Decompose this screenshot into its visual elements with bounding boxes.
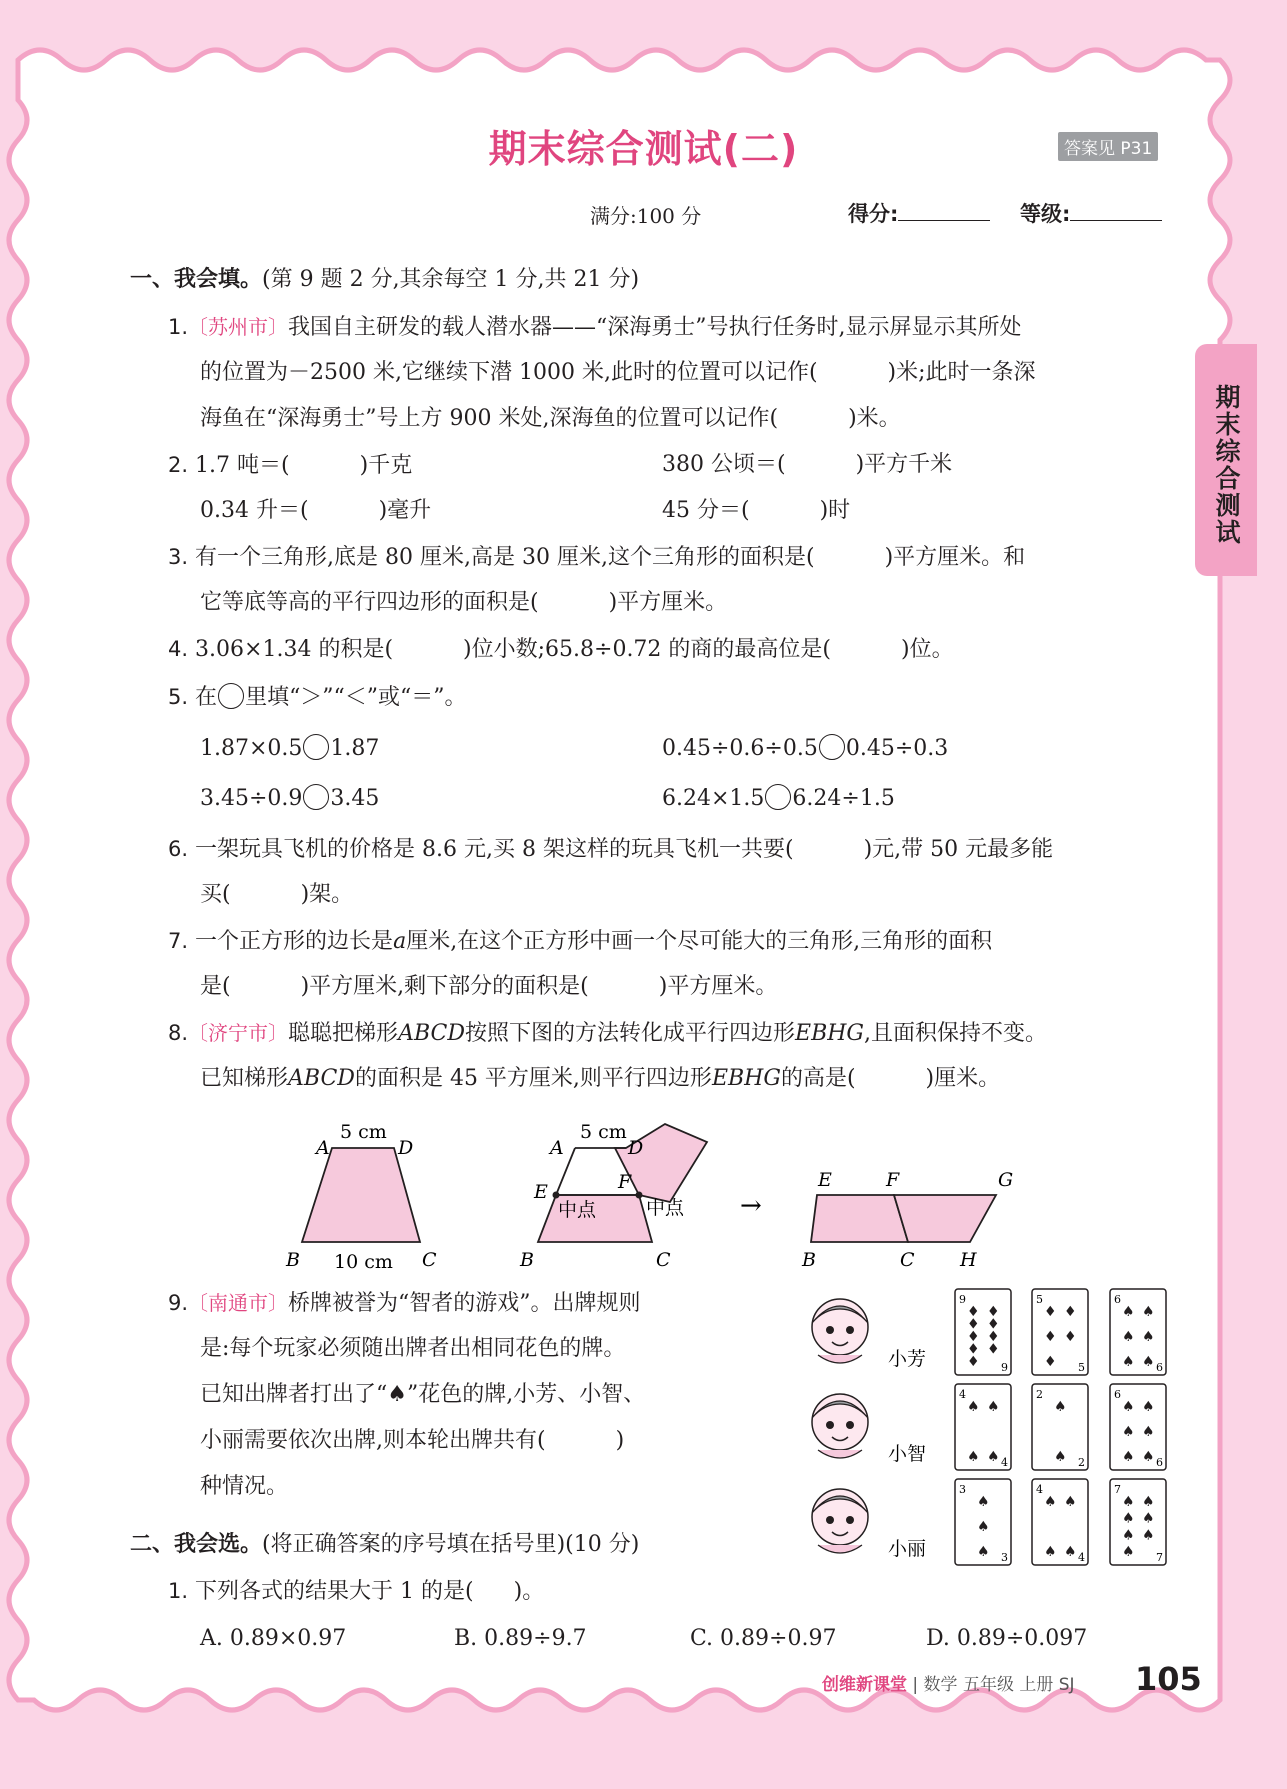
svg-text:F: F (886, 1169, 900, 1191)
full-score: 满分:100 分 (590, 204, 702, 228)
playing-card (1032, 1479, 1088, 1565)
svg-text:♠: ♠ (1142, 1399, 1155, 1415)
q3-line-1: 3. 有一个三角形,底是 80 厘米,高是 30 厘米,这个三角形的面积是( )平方厘米。和 (168, 545, 1026, 570)
svg-text:B: B (520, 1249, 534, 1271)
svg-text:♠: ♠ (977, 1544, 990, 1560)
trapezoid-transform-figure (280, 1110, 1040, 1275)
compare-circle[interactable] (765, 784, 791, 810)
svg-text:2: 2 (1036, 1388, 1043, 1401)
svg-text:♠: ♠ (1054, 1399, 1067, 1415)
svg-text:A: A (316, 1137, 330, 1159)
svg-text:3: 3 (959, 1483, 966, 1496)
svg-text:♠: ♠ (1122, 1329, 1135, 1345)
svg-text:5: 5 (1078, 1361, 1085, 1374)
svg-text:♠: ♠ (1142, 1354, 1155, 1370)
svg-text:♦: ♦ (987, 1341, 1000, 1358)
compare-circle[interactable] (303, 734, 329, 760)
q1-line-3: 海鱼在“深海勇士”号上方 900 米处,深海鱼的位置可以记作( )米。 (200, 406, 901, 431)
q7-line-1: 7. 一个正方形的边长是a厘米,在这个正方形中画一个尽可能大的三角形,三角形的面积 (168, 929, 993, 954)
q1-line-1: 1.〔苏州市〕我国自主研发的载人潜水器——“深海勇士”号执行任务时,显示屏显示其所处 (168, 315, 1022, 340)
compare-circle[interactable] (303, 784, 329, 810)
player-avatar (812, 1489, 926, 1560)
svg-text:♦: ♦ (987, 1316, 1000, 1333)
svg-text:D: D (628, 1137, 644, 1159)
option-b[interactable]: B. 0.89÷9.7 (454, 1626, 587, 1651)
playing-card (955, 1479, 1011, 1565)
svg-text:5: 5 (1036, 1293, 1043, 1306)
player-avatar (812, 1299, 926, 1370)
playing-card (1110, 1289, 1166, 1375)
svg-text:♦: ♦ (967, 1304, 980, 1320)
svg-text:♦: ♦ (1064, 1329, 1077, 1345)
svg-text:B: B (286, 1249, 300, 1271)
svg-text:中点: 中点 (558, 1199, 597, 1221)
option-d[interactable]: D. 0.89÷0.097 (926, 1626, 1088, 1651)
playing-card (955, 1289, 1011, 1375)
svg-text:♠: ♠ (1122, 1399, 1135, 1415)
svg-text:♦: ♦ (1044, 1329, 1057, 1345)
svg-text:G: G (998, 1169, 1014, 1191)
compare-circle[interactable] (819, 734, 845, 760)
svg-text:C: C (656, 1249, 671, 1271)
region-tag: 〔南通市〕 (188, 1291, 289, 1315)
bridge-cards-figure (800, 1285, 1180, 1575)
arrow-icon: → (740, 1191, 762, 1221)
q7-line-2: 是( )平方厘米,剩下部分的面积是( )平方厘米。 (200, 974, 778, 999)
q5-expr-4: 6.24×1.5 6.24÷1.5 (662, 786, 895, 811)
score-field[interactable] (898, 220, 990, 221)
playing-card (955, 1384, 1011, 1470)
q2-item-b: 380 公顷＝( )平方千米 (662, 452, 953, 477)
player-name: 小芳 (888, 1348, 927, 1370)
grade-label: 等级: (1020, 202, 1071, 226)
svg-text:♦: ♦ (967, 1354, 980, 1370)
s2-q1-stem: 1. 下列各式的结果大于 1 的是( )。 (168, 1579, 545, 1604)
svg-text:C: C (900, 1249, 915, 1271)
svg-text:B: B (802, 1249, 816, 1271)
q6-line-2: 买( )架。 (200, 882, 354, 907)
svg-text:E: E (534, 1181, 548, 1203)
svg-text:C: C (422, 1249, 437, 1271)
svg-text:5 cm: 5 cm (340, 1121, 387, 1143)
svg-text:7: 7 (1114, 1483, 1121, 1496)
svg-text:♠: ♠ (1142, 1424, 1155, 1440)
svg-text:♠: ♠ (1122, 1449, 1135, 1465)
region-tag: 〔苏州市〕 (188, 315, 289, 339)
q9-line-4: 小丽需要依次出牌,则本轮出牌共有( ) (200, 1428, 625, 1453)
option-c[interactable]: C. 0.89÷0.97 (690, 1626, 837, 1651)
svg-text:♠: ♠ (1142, 1510, 1155, 1527)
playing-card (1032, 1384, 1088, 1470)
option-a[interactable]: A. 0.89×0.97 (200, 1626, 347, 1651)
svg-text:♦: ♦ (967, 1329, 980, 1345)
svg-text:♠: ♠ (977, 1519, 990, 1535)
svg-text:♠: ♠ (1122, 1424, 1135, 1440)
section-1-heading: 一、我会填。(第 9 题 2 分,其余每空 1 分,共 21 分) (130, 267, 640, 292)
svg-text:♠: ♠ (1122, 1510, 1135, 1527)
playing-card (1110, 1479, 1166, 1565)
svg-text:♠: ♠ (987, 1449, 1000, 1465)
svg-text:♠: ♠ (1122, 1354, 1135, 1370)
q8-line-1: 8.〔济宁市〕聪聪把梯形ABCD按照下图的方法转化成平行四边形EBHG,且面积保持不变。 (168, 1021, 1048, 1046)
svg-text:6: 6 (1156, 1361, 1163, 1374)
svg-text:A: A (550, 1137, 564, 1159)
svg-text:♠: ♠ (967, 1399, 980, 1415)
player-name: 小智 (888, 1443, 927, 1465)
page-title: 期末综合测试(二) (488, 127, 799, 171)
grade-field[interactable] (1070, 220, 1162, 221)
svg-text:4: 4 (1036, 1483, 1043, 1496)
svg-text:E: E (818, 1169, 832, 1191)
svg-text:4: 4 (1078, 1551, 1085, 1564)
svg-text:9: 9 (959, 1293, 966, 1306)
svg-text:4: 4 (1001, 1456, 1008, 1469)
svg-text:♠: ♠ (1142, 1527, 1155, 1544)
player-avatar (812, 1394, 926, 1465)
svg-text:♦: ♦ (1044, 1304, 1057, 1320)
q3-line-2: 它等底等高的平行四边形的面积是( )平方厘米。 (200, 590, 728, 615)
q5-expr-3: 3.45÷0.9 3.45 (200, 786, 380, 811)
svg-text:♠: ♠ (1122, 1494, 1135, 1510)
svg-text:6: 6 (1114, 1293, 1121, 1306)
svg-text:3: 3 (1001, 1551, 1008, 1564)
svg-text:10 cm: 10 cm (334, 1251, 393, 1273)
svg-text:9: 9 (1001, 1361, 1008, 1374)
svg-text:中点: 中点 (646, 1197, 685, 1219)
q5-expr-1: 1.87×0.5 1.87 (200, 736, 380, 761)
svg-text:♠: ♠ (987, 1399, 1000, 1415)
svg-text:♠: ♠ (967, 1449, 980, 1465)
svg-text:♠: ♠ (977, 1494, 990, 1510)
q8-line-2: 已知梯形ABCD的面积是 45 平方厘米,则平行四边形EBHG的高是( )厘米。 (200, 1066, 1001, 1091)
region-tag: 〔济宁市〕 (188, 1021, 289, 1045)
svg-text:6: 6 (1114, 1388, 1121, 1401)
svg-text:2: 2 (1078, 1456, 1085, 1469)
svg-text:♠: ♠ (1064, 1494, 1077, 1510)
svg-text:♠: ♠ (1122, 1544, 1135, 1560)
footer-info: 创维新课堂 | 数学 五年级 上册 SJ (822, 1675, 1075, 1695)
q5-expr-2: 0.45÷0.6÷0.5 0.45÷0.3 (662, 736, 949, 761)
svg-text:4: 4 (959, 1388, 966, 1401)
parallelogram-ebhg (801, 1169, 1013, 1271)
player-name: 小丽 (888, 1538, 927, 1560)
svg-text:6: 6 (1156, 1456, 1163, 1469)
q9-line-2: 是:每个玩家必须随出牌者出相同花色的牌。 (200, 1336, 626, 1361)
trapezoid-cut (519, 1121, 707, 1271)
chapter-side-tab (1195, 344, 1257, 576)
svg-text:♠: ♠ (1142, 1329, 1155, 1345)
svg-text:5 cm: 5 cm (580, 1121, 627, 1143)
q2-line-1: 2. 1.7 吨＝( )千克 (168, 453, 413, 478)
svg-text:♠: ♠ (1142, 1304, 1155, 1320)
q2-item-d: 45 分＝( )时 (662, 498, 851, 523)
svg-text:D: D (398, 1137, 414, 1159)
svg-text:♦: ♦ (967, 1316, 980, 1333)
svg-text:♦: ♦ (987, 1304, 1000, 1320)
q2-item-c: 0.34 升＝( )毫升 (200, 498, 432, 523)
svg-text:♠: ♠ (1044, 1494, 1057, 1510)
svg-text:♠: ♠ (1142, 1449, 1155, 1465)
svg-text:♦: ♦ (967, 1341, 980, 1358)
q6-line-1: 6. 一架玩具飞机的价格是 8.6 元,买 8 架这样的玩具飞机一共要( )元,带 50 元最多能 (168, 837, 1054, 862)
q9-line-3: 已知出牌者打出了“♠”花色的牌,小芳、小智、 (200, 1382, 646, 1407)
playing-card (1110, 1384, 1166, 1470)
svg-text:♦: ♦ (1044, 1354, 1057, 1370)
side-tab-label: 期末综合测试 (1212, 384, 1241, 546)
q9-line-5: 种情况。 (200, 1474, 289, 1499)
playing-card (1032, 1289, 1088, 1375)
svg-text:♠: ♠ (1054, 1449, 1067, 1465)
q5-prompt: 5. 在 里填“＞”“＜”或“＝”。 (168, 685, 467, 710)
circle-blank-icon (218, 683, 244, 709)
svg-text:♠: ♠ (1122, 1527, 1135, 1544)
answer-reference-badge: 答案见 P31 (1058, 132, 1158, 161)
svg-text:♠: ♠ (1064, 1544, 1077, 1560)
svg-text:♠: ♠ (1122, 1304, 1135, 1320)
svg-text:♠: ♠ (1142, 1494, 1155, 1510)
q1-line-2: 的位置为－2500 米,它继续下潜 1000 米,此时的位置可以记作( )米;此时一条深 (200, 360, 1036, 385)
q4-line: 4. 3.06×1.34 的积是( )位小数;65.8÷0.72 的商的最高位是( )位。 (168, 637, 954, 662)
svg-text:F: F (618, 1171, 632, 1193)
svg-text:7: 7 (1156, 1551, 1163, 1564)
page-number: 105 (1135, 1660, 1202, 1698)
q9-line-1: 9.〔南通市〕桥牌被誉为“智者的游戏”。出牌规则 (168, 1291, 641, 1316)
trapezoid-abcd (285, 1121, 437, 1273)
svg-text:♠: ♠ (1044, 1544, 1057, 1560)
svg-text:♦: ♦ (987, 1329, 1000, 1345)
score-label: 得分: (848, 202, 899, 226)
svg-text:♦: ♦ (1064, 1304, 1077, 1320)
svg-text:H: H (960, 1249, 977, 1271)
section-2-heading: 二、我会选。(将正确答案的序号填在括号里)(10 分) (130, 1532, 640, 1557)
